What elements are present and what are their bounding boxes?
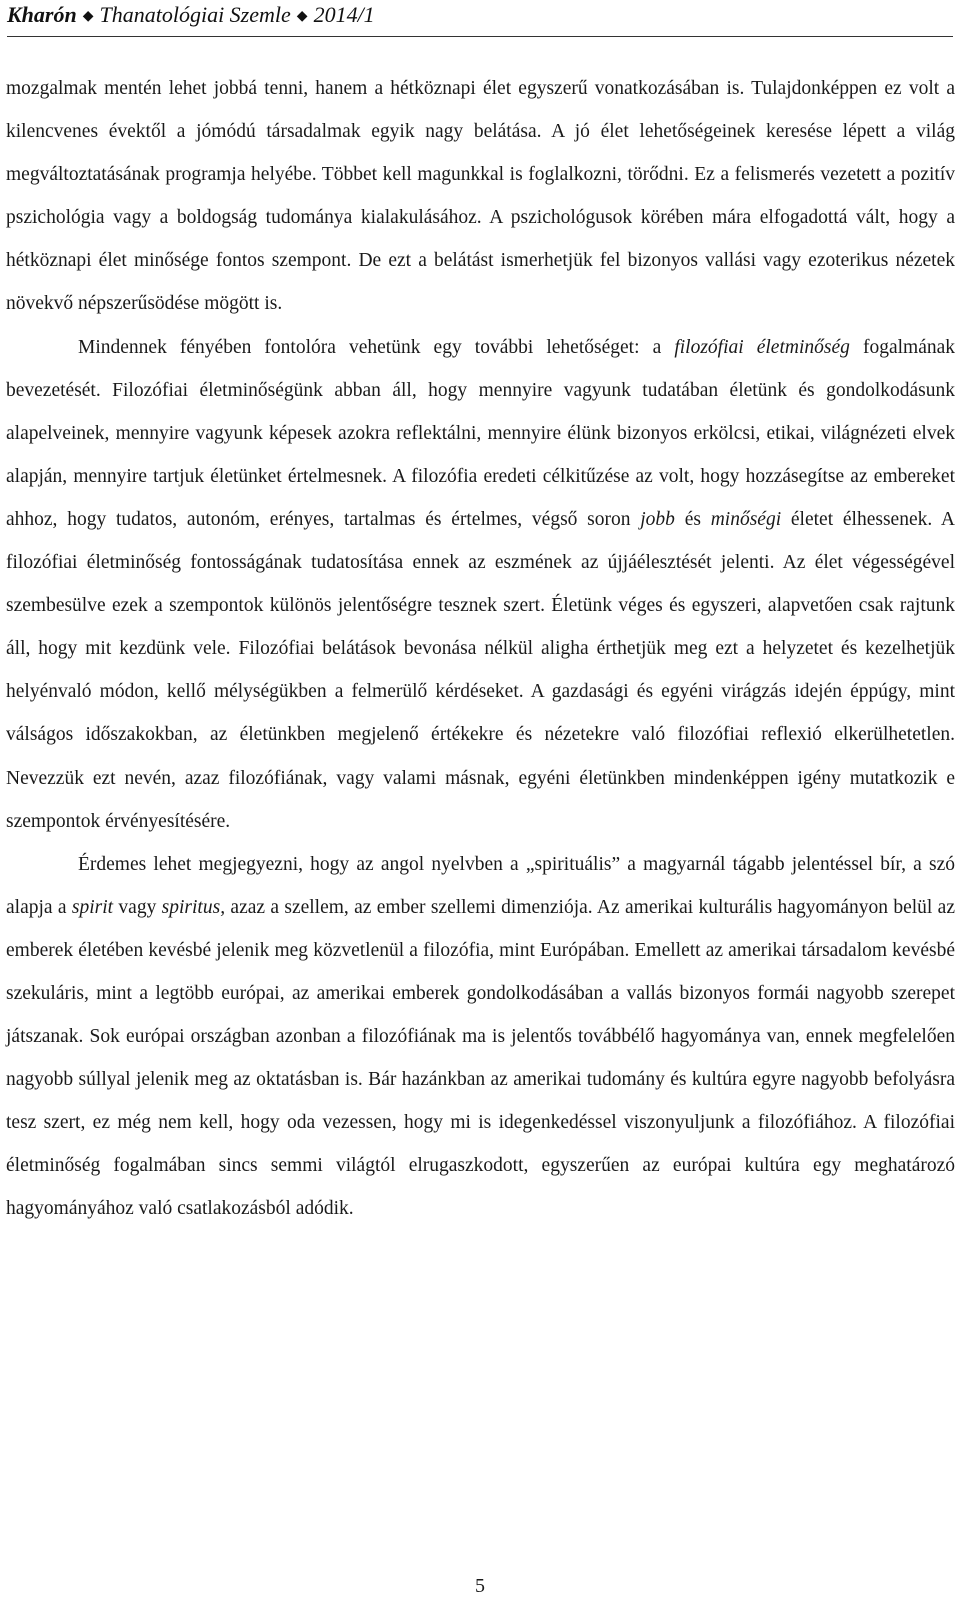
running-header	[7, 0, 953, 37]
page-number: 5	[475, 1575, 485, 1597]
text-run: mozgalmak mentén lehet jobbá tenni, hanem a hétköznapi élet egyszerű vonatkozásában is. Tulajdonképpen ez volt a kilencvenes évektől a jómódú társadalmak egyik nagy belátása. A jó élet lehetőségeinek keresése lépett a világ megváltoztatásának programja helyébe. Többet kell magunkkal is foglalkozni, törődni. Ez a felismerés vezetett a pozitív pszichológia vagy a boldogság tudománya kialakulásához. A pszichológusok körében mára elfogadottá vált, hogy a hétköznapi élet minősége fontos szempont. De ezt a belátást ismerhetjük fel bizonyos vallási vagy ezoterikus nézetek növekvő népszerűsödése mögött is.	[6, 78, 955, 315]
text-run: fogalmának bevezetését. Filozófiai életminőségünk abban áll, hogy mennyire vagyunk tudatában életünk és gondolkodásunk alapelveinek, mennyire vagyunk képesek azokra reflektálni, mennyire élünk bizonyos erkölcsi, etikai, világnézeti elvek alapján, mennyire tartjuk életünket értelmesnek. A filozófia eredeti célkitűzése az volt, hogy hozzásegítse az embereket ahhoz, hogy tudatos, autonóm, erényes, tartalmas és értelmes, végső soron	[6, 336, 956, 530]
text-run: vagy	[113, 896, 162, 918]
diamond-separator-icon: ◆	[82, 9, 94, 24]
text-run: Érdemes lehet megjegyezni, hogy az angol nyelvben a „spirituális” a magyarnál tágabb jelentéssel bír, a szó alapja a	[6, 853, 955, 918]
body-paragraph	[6, 326, 955, 843]
body-paragraph	[6, 67, 955, 326]
text-run: Mindennek fényében fontolóra vehetünk egy további lehetőséget: a	[78, 336, 675, 358]
diamond-separator-icon: ◆	[296, 9, 308, 24]
italic-term: minőségi	[710, 508, 782, 530]
text-run: azaz a szellem, az ember szellemi dimenziója. Az amerikai kulturális hagyományon belül az emberek életében kevésbé jelenik meg közvetlenül a filozófia, mint Európában. Emellett az amerikai társadalom kevésbé szekuláris, mint a legtöbb európai, az amerikai emberek gondolkodásában a vallás bizonyos formái nagyobb szerepet játszanak. Sok európai országban azonban a filozófiának ma is jelentős továbbélő hagyománya van, ennek megfelelően nagyobb súllyal jelenik meg az oktatásban is. Bár hazánkban az amerikai tudomány és kultúra egyre nagyobb befolyásra tesz szert, ez még nem kell, hogy oda vezessen, hogy mi is idegenkedéssel viszonyuljunk a filozófiához. A filozófiai életminőség fogalmában sincs semmi világtól elrugaszkodott, egyszerűen az európai kultúra egy meghatározó hagyományához való csatlakozásból adódik.	[6, 896, 955, 1220]
italic-term: filozófiai életminőség	[674, 336, 850, 358]
journal-subtitle: Thanatológiai Szemle	[99, 2, 291, 27]
journal-issue: 2014/1	[313, 2, 375, 27]
text-run: és	[674, 508, 711, 530]
article-body	[6, 67, 955, 1231]
italic-term: spiritus,	[161, 896, 226, 918]
text-run: életet élhessenek. A filozófiai életminőség fontosságának tudatosítása ennek az eszmének az újjáélesztését jelenti. Az élet végességével szembesülve ezek a szempontok különös jelentőségre tesznek szert. Életünk véges és egyszeri, alapvetően csak rajtunk áll, hogy mit kezdünk vele. Filozófiai belátások bevonása nélkül aligha érthetjük meg ezt a helyzetet és kezelhetjük helyénvaló módon, kellő mélységükben a felmerülő kérdéseket. A gazdasági és egyéni virágzás idején éppúgy, mint válságos időszakokban, az életünkben megjelenő értékekre és nézetekre való filozófiai reflexió elkerülhetetlen. Nevezzük ezt nevén, azaz filozófiának, vagy valami másnak, egyéni életünkben mindenképpen igény mutatkozik e szempontok érvényesítésére.	[6, 508, 955, 832]
journal-title: Kharón	[7, 2, 77, 27]
italic-term: jobb	[640, 508, 675, 530]
italic-term: spirit	[71, 896, 114, 918]
body-paragraph	[6, 843, 955, 1231]
